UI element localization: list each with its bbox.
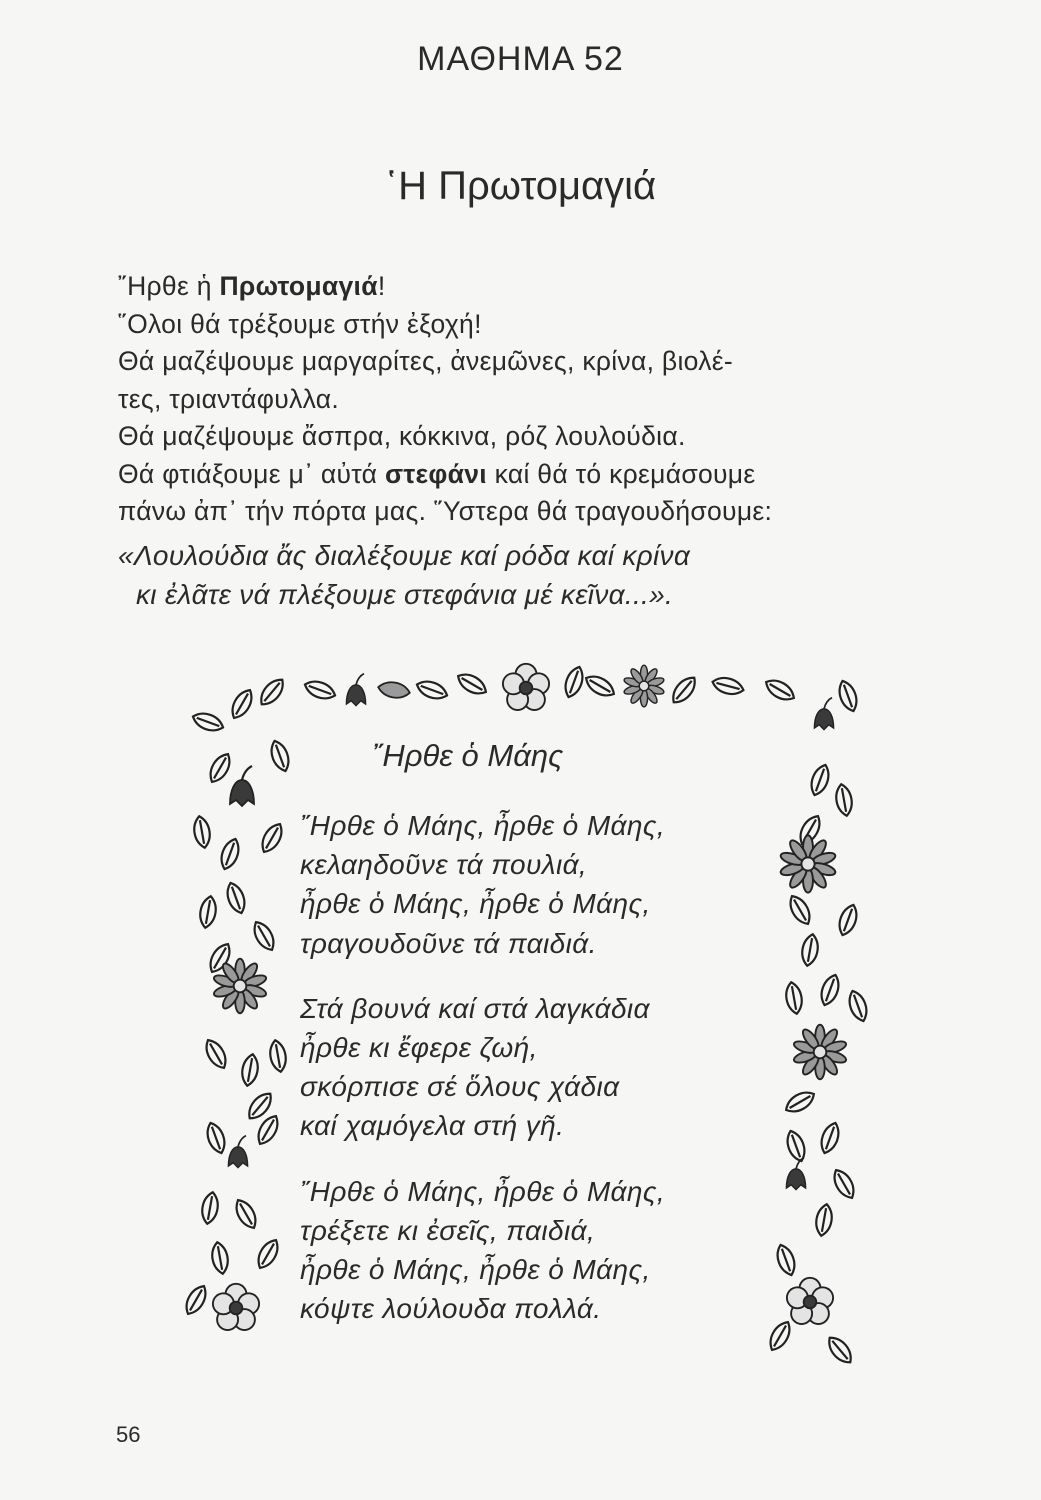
- poem-line: Στά βουνά καί στά λαγκάδια: [300, 992, 650, 1024]
- bold-term: Πρωτομαγιά: [219, 271, 378, 301]
- leaf-icon: [200, 1191, 220, 1225]
- leaf-icon: [254, 1236, 283, 1271]
- lesson-prose: [118, 268, 948, 531]
- leaf-icon: [711, 675, 746, 698]
- leaf-icon: [206, 750, 235, 785]
- leaf-icon: [817, 972, 842, 1007]
- prose-line: ῞Ολοι θά τρέξουμε στήν ἐξοχή!: [118, 308, 482, 339]
- lesson-title: ῾Η Πρωτομαγιά: [384, 164, 657, 208]
- leaf-icon: [786, 892, 815, 927]
- bold-term: στεφάνι: [384, 458, 487, 489]
- prose-line: τες, τριαντάφυλλα.: [118, 383, 340, 414]
- poem-line: σκόρπισε σέ ὅλους χάδια: [300, 1071, 620, 1103]
- leaf-icon: [835, 902, 860, 937]
- poem-line: κελαηδοῦνε τά πουλιά,: [300, 849, 588, 881]
- leaf-icon: [766, 1318, 795, 1353]
- bellflower-icon: [346, 674, 365, 706]
- leaf-icon: [202, 1036, 231, 1071]
- prose-line: Θά μαζέψουμε ἄσπρα, κόκκινα, ρόζ λουλούδια.: [118, 421, 686, 451]
- leaf-icon: [217, 836, 242, 871]
- bellflower-icon: [814, 698, 833, 730]
- leaf-icon: [783, 1128, 808, 1163]
- leaf-icon: [782, 1088, 817, 1117]
- bellflower-icon: [786, 1158, 805, 1190]
- leaf-icon: [582, 672, 617, 701]
- poem-stanza: [300, 989, 665, 1146]
- leaf-icon: [210, 1241, 230, 1275]
- poem: [300, 806, 665, 1354]
- poem-title: ῎Ηρθε ὁ Μάης: [372, 738, 564, 773]
- daisy-icon: [623, 665, 665, 707]
- leaf-icon: [414, 677, 449, 702]
- leaf-icon: [773, 1242, 798, 1277]
- lesson-label: ΜΑΘΗΜΑ 52: [417, 40, 624, 78]
- poem-stanza: [300, 806, 665, 963]
- leaf-icon: [377, 680, 411, 700]
- leaf-icon: [561, 664, 586, 699]
- flower-icon: [503, 664, 549, 710]
- leaf-icon: [240, 1053, 260, 1087]
- leaf-icon: [232, 1196, 261, 1231]
- leaf-icon: [814, 1203, 834, 1237]
- leaf-icon: [190, 709, 225, 734]
- poem-stanza: [300, 1172, 665, 1329]
- leaf-icon: [302, 677, 337, 702]
- prose-line: ῎Ηρθε ἡ Πρωτομαγιά!: [118, 271, 386, 301]
- leaf-icon: [762, 676, 797, 705]
- leaf-icon: [223, 880, 248, 915]
- poem-line: ἦρθε ὁ Μάης, ἦρθε ὁ Μάης,: [300, 1254, 651, 1286]
- leaf-icon: [267, 738, 292, 773]
- poem-line: κόψτε λούλουδα πολλά.: [300, 1293, 602, 1325]
- leaf-icon: [182, 1282, 211, 1317]
- leaf-icon: [203, 1120, 228, 1155]
- leaf-icon: [835, 678, 860, 713]
- poem-line: τραγουδοῦνε τά παιδιά.: [300, 927, 597, 959]
- leaf-icon: [807, 762, 832, 797]
- page-number: 56: [116, 1422, 141, 1447]
- leaf-icon: [834, 783, 854, 817]
- leaf-icon: [784, 981, 804, 1015]
- leaf-icon: [817, 1120, 842, 1155]
- poem-line: ἦρθε ὁ Μάης, ἦρθε ὁ Μάης,: [300, 888, 651, 920]
- leaf-icon: [845, 988, 870, 1023]
- prose-line: Θά φτιάξουμε μ᾿ αὐτά στεφάνι καί θά τό κρεμάσουμε: [118, 458, 756, 489]
- bellflower-icon: [228, 1136, 247, 1168]
- leaf-icon: [192, 815, 212, 849]
- daisy-icon: [213, 959, 268, 1014]
- prose-line: Θά μαζέψουμε μαργαρίτες, ἀνεμῶνες, κρίνα, βιολέ-: [118, 346, 733, 376]
- leaf-icon: [668, 673, 700, 707]
- poem-line: ἦρθε κι ἔφερε ζωή,: [300, 1032, 538, 1064]
- leaf-icon: [228, 686, 257, 721]
- leaf-icon: [830, 1166, 859, 1201]
- poem-line: καί χαμόγελα στή γῆ.: [300, 1110, 565, 1142]
- daisy-icon: [793, 1025, 848, 1080]
- poem-line: τρέξετε κι ἐσεῖς, παιδιά,: [300, 1214, 596, 1246]
- leaf-icon: [454, 670, 489, 699]
- flower-icon: [787, 1278, 833, 1324]
- leaf-icon: [800, 933, 820, 967]
- quote-line: «Λουλούδια ἄς διαλέξουμε καί ρόδα καί κρίνα: [118, 540, 691, 571]
- leaf-icon: [258, 820, 287, 855]
- leaf-icon: [824, 1333, 856, 1367]
- leaf-icon: [250, 918, 279, 953]
- poem-line: ῎Ηρθε ὁ Μάης, ἦρθε ὁ Μάης,: [300, 1175, 666, 1207]
- flower-icon: [213, 1284, 259, 1330]
- poem-line: ῎Ηρθε ὁ Μάης, ἦρθε ὁ Μάης,: [300, 810, 666, 841]
- bellflower-icon: [230, 766, 254, 806]
- song-quote: [118, 536, 948, 614]
- leaf-icon: [256, 675, 288, 709]
- daisy-icon: [779, 835, 836, 892]
- leaf-icon: [198, 895, 218, 929]
- quote-line: κι ἐλᾶτε νά πλέξουμε στεφάνια μέ κεῖνα...».: [136, 579, 674, 610]
- prose-line: πάνω ἀπ᾿ τήν πόρτα μας. ῞Υστερα θά τραγουδήσουμε:: [118, 496, 773, 526]
- leaf-icon: [268, 1039, 288, 1073]
